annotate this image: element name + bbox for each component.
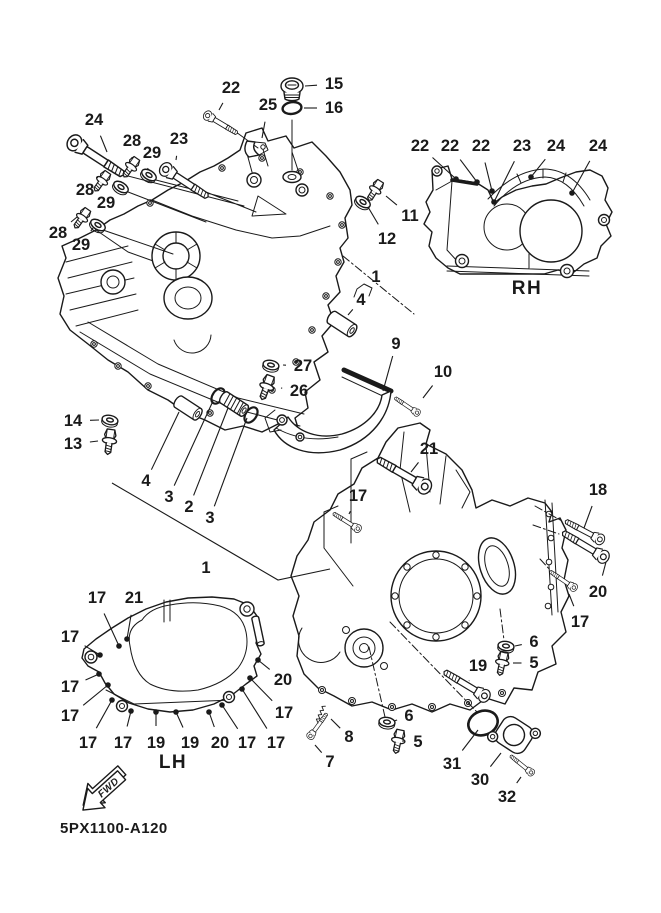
callout-label-5: 5 <box>413 733 423 751</box>
callout-dot <box>124 636 130 642</box>
callout-dot <box>474 179 480 185</box>
callout-label-14: 14 <box>63 412 83 430</box>
callout-dot <box>153 709 159 715</box>
callout-label-1: 1 <box>371 268 381 286</box>
callout-leader <box>348 309 353 315</box>
callout-leader <box>462 730 478 751</box>
callout-dot <box>491 199 497 205</box>
callout-label-20: 20 <box>588 583 608 601</box>
callout-label-17: 17 <box>60 678 80 696</box>
callout-label-11: 11 <box>401 207 419 225</box>
callout-leader <box>517 777 521 783</box>
callout-label-22: 22 <box>471 137 491 155</box>
callout-dot <box>569 190 575 196</box>
dowel-4-glyph <box>325 310 359 339</box>
callout-label-12: 12 <box>377 230 397 248</box>
callout-label-19: 19 <box>468 657 488 675</box>
callout-label-28: 28 <box>122 132 142 150</box>
callout-label-32: 32 <box>497 788 517 806</box>
callout-label-3: 3 <box>205 509 215 527</box>
cover-plate-30-glyph <box>486 708 543 762</box>
callout-leader <box>250 678 272 701</box>
callout-label-15: 15 <box>324 75 344 93</box>
callout-dot <box>96 671 102 677</box>
callout-label-17: 17 <box>60 707 80 725</box>
callout-leader <box>305 85 317 86</box>
callout-label-24: 24 <box>588 137 608 155</box>
callout-dot <box>239 686 245 692</box>
callout-label-30: 30 <box>470 771 490 789</box>
bolt-13-glyph <box>100 428 118 455</box>
callout-label-17: 17 <box>87 589 107 607</box>
callout-leader <box>584 506 592 528</box>
callout-leader <box>386 196 397 205</box>
oring-16-glyph <box>282 101 302 115</box>
fwd-arrow <box>72 761 133 820</box>
callout-label-21: 21 <box>419 440 439 458</box>
callout-dot <box>173 709 179 715</box>
callout-leader <box>331 719 340 728</box>
callout-dot <box>489 188 495 194</box>
callout-label-6: 6 <box>529 633 539 651</box>
callout-label-24: 24 <box>546 137 566 155</box>
callout-leader <box>368 207 378 224</box>
bolt-24-glyph <box>64 132 128 182</box>
callout-leader <box>485 163 492 192</box>
callout-label-8: 8 <box>344 728 354 746</box>
callout-dot <box>219 702 225 708</box>
callout-label-20: 20 <box>273 671 293 689</box>
callout-dot <box>97 652 103 658</box>
lh-view-label: LH <box>158 752 188 773</box>
callout-label-6: 6 <box>404 707 414 725</box>
callout-label-21: 21 <box>124 589 144 607</box>
callout-leader <box>97 177 98 178</box>
callout-label-17: 17 <box>113 734 133 752</box>
callout-label-17: 17 <box>78 734 98 752</box>
callout-label-29: 29 <box>71 236 91 254</box>
bolt-7-glyph <box>305 711 330 741</box>
callout-label-9: 9 <box>391 335 401 353</box>
callout-leader <box>490 753 501 767</box>
callout-leader <box>176 156 177 160</box>
callout-label-2: 2 <box>184 498 194 516</box>
bolt-32-glyph <box>508 753 536 778</box>
bolt-28-glyph <box>70 206 93 232</box>
callout-dot <box>528 174 534 180</box>
callout-dot <box>206 709 212 715</box>
callout-dot <box>109 697 115 703</box>
callout-label-22: 22 <box>440 137 460 155</box>
callout-label-3: 3 <box>164 488 174 506</box>
callout-label-23: 23 <box>169 130 189 148</box>
callout-label-4: 4 <box>141 472 151 490</box>
fwd-arrow-label: FWD <box>96 775 122 801</box>
callout-label-16: 16 <box>324 99 344 117</box>
callout-label-20: 20 <box>210 734 230 752</box>
callout-leader <box>222 705 238 729</box>
callout-dot <box>116 643 122 649</box>
oil-plug-15-glyph <box>281 78 303 101</box>
callout-label-19: 19 <box>180 734 200 752</box>
callout-leader <box>96 700 112 728</box>
callout-label-17: 17 <box>266 734 286 752</box>
washer-6-glyph <box>378 716 395 730</box>
callout-leader <box>151 412 179 470</box>
callout-label-24: 24 <box>84 111 104 129</box>
callout-dot <box>247 675 253 681</box>
callout-label-22: 22 <box>221 79 241 97</box>
callout-leader <box>383 356 393 391</box>
callout-label-4: 4 <box>356 291 366 309</box>
callout-label-17: 17 <box>237 734 257 752</box>
callout-label-17: 17 <box>570 613 590 631</box>
callout-leader <box>83 685 108 705</box>
callout-label-28: 28 <box>75 181 95 199</box>
callout-label-17: 17 <box>60 628 80 646</box>
callout-label-22: 22 <box>410 137 430 155</box>
callout-label-27: 27 <box>293 357 313 375</box>
callout-label-13: 13 <box>63 435 83 453</box>
bolt-22-glyph <box>202 109 240 137</box>
callout-label-25: 25 <box>258 96 278 114</box>
callout-label-19: 19 <box>146 734 166 752</box>
right-crankcase-drawing <box>291 423 569 717</box>
callout-leader <box>242 689 267 729</box>
callout-label-29: 29 <box>96 194 116 212</box>
drawing-code: 5PX1100-A120 <box>60 820 168 837</box>
callout-dot <box>453 176 459 182</box>
callout-leader <box>460 160 477 182</box>
callout-label-23: 23 <box>512 137 532 155</box>
washer-29-glyph <box>139 167 159 185</box>
callout-label-17: 17 <box>274 704 294 722</box>
callout-label-26: 26 <box>289 382 309 400</box>
callout-label-10: 10 <box>433 363 453 381</box>
callout-label-18: 18 <box>588 481 608 499</box>
callout-leader <box>423 386 433 399</box>
callout-label-28: 28 <box>48 224 68 242</box>
callout-leader <box>602 562 606 576</box>
callout-leader <box>90 441 98 442</box>
callout-leader <box>100 136 107 152</box>
callout-dot <box>255 657 261 663</box>
callout-leader <box>219 103 223 110</box>
callout-label-7: 7 <box>325 753 335 771</box>
callout-leader <box>569 594 574 606</box>
rh-view-inset <box>424 166 612 299</box>
rh-view-label: RH <box>511 278 543 299</box>
callout-dot <box>128 708 134 714</box>
washer-14-glyph <box>101 414 119 429</box>
callout-label-5: 5 <box>529 654 539 672</box>
callout-label-31: 31 <box>442 755 462 773</box>
callout-dot <box>105 682 111 688</box>
bolt-10-glyph <box>393 394 422 417</box>
callout-label-1: 1 <box>201 559 211 577</box>
callout-label-17: 17 <box>348 487 368 505</box>
callout-leader <box>315 745 322 753</box>
callout-label-29: 29 <box>142 144 162 162</box>
